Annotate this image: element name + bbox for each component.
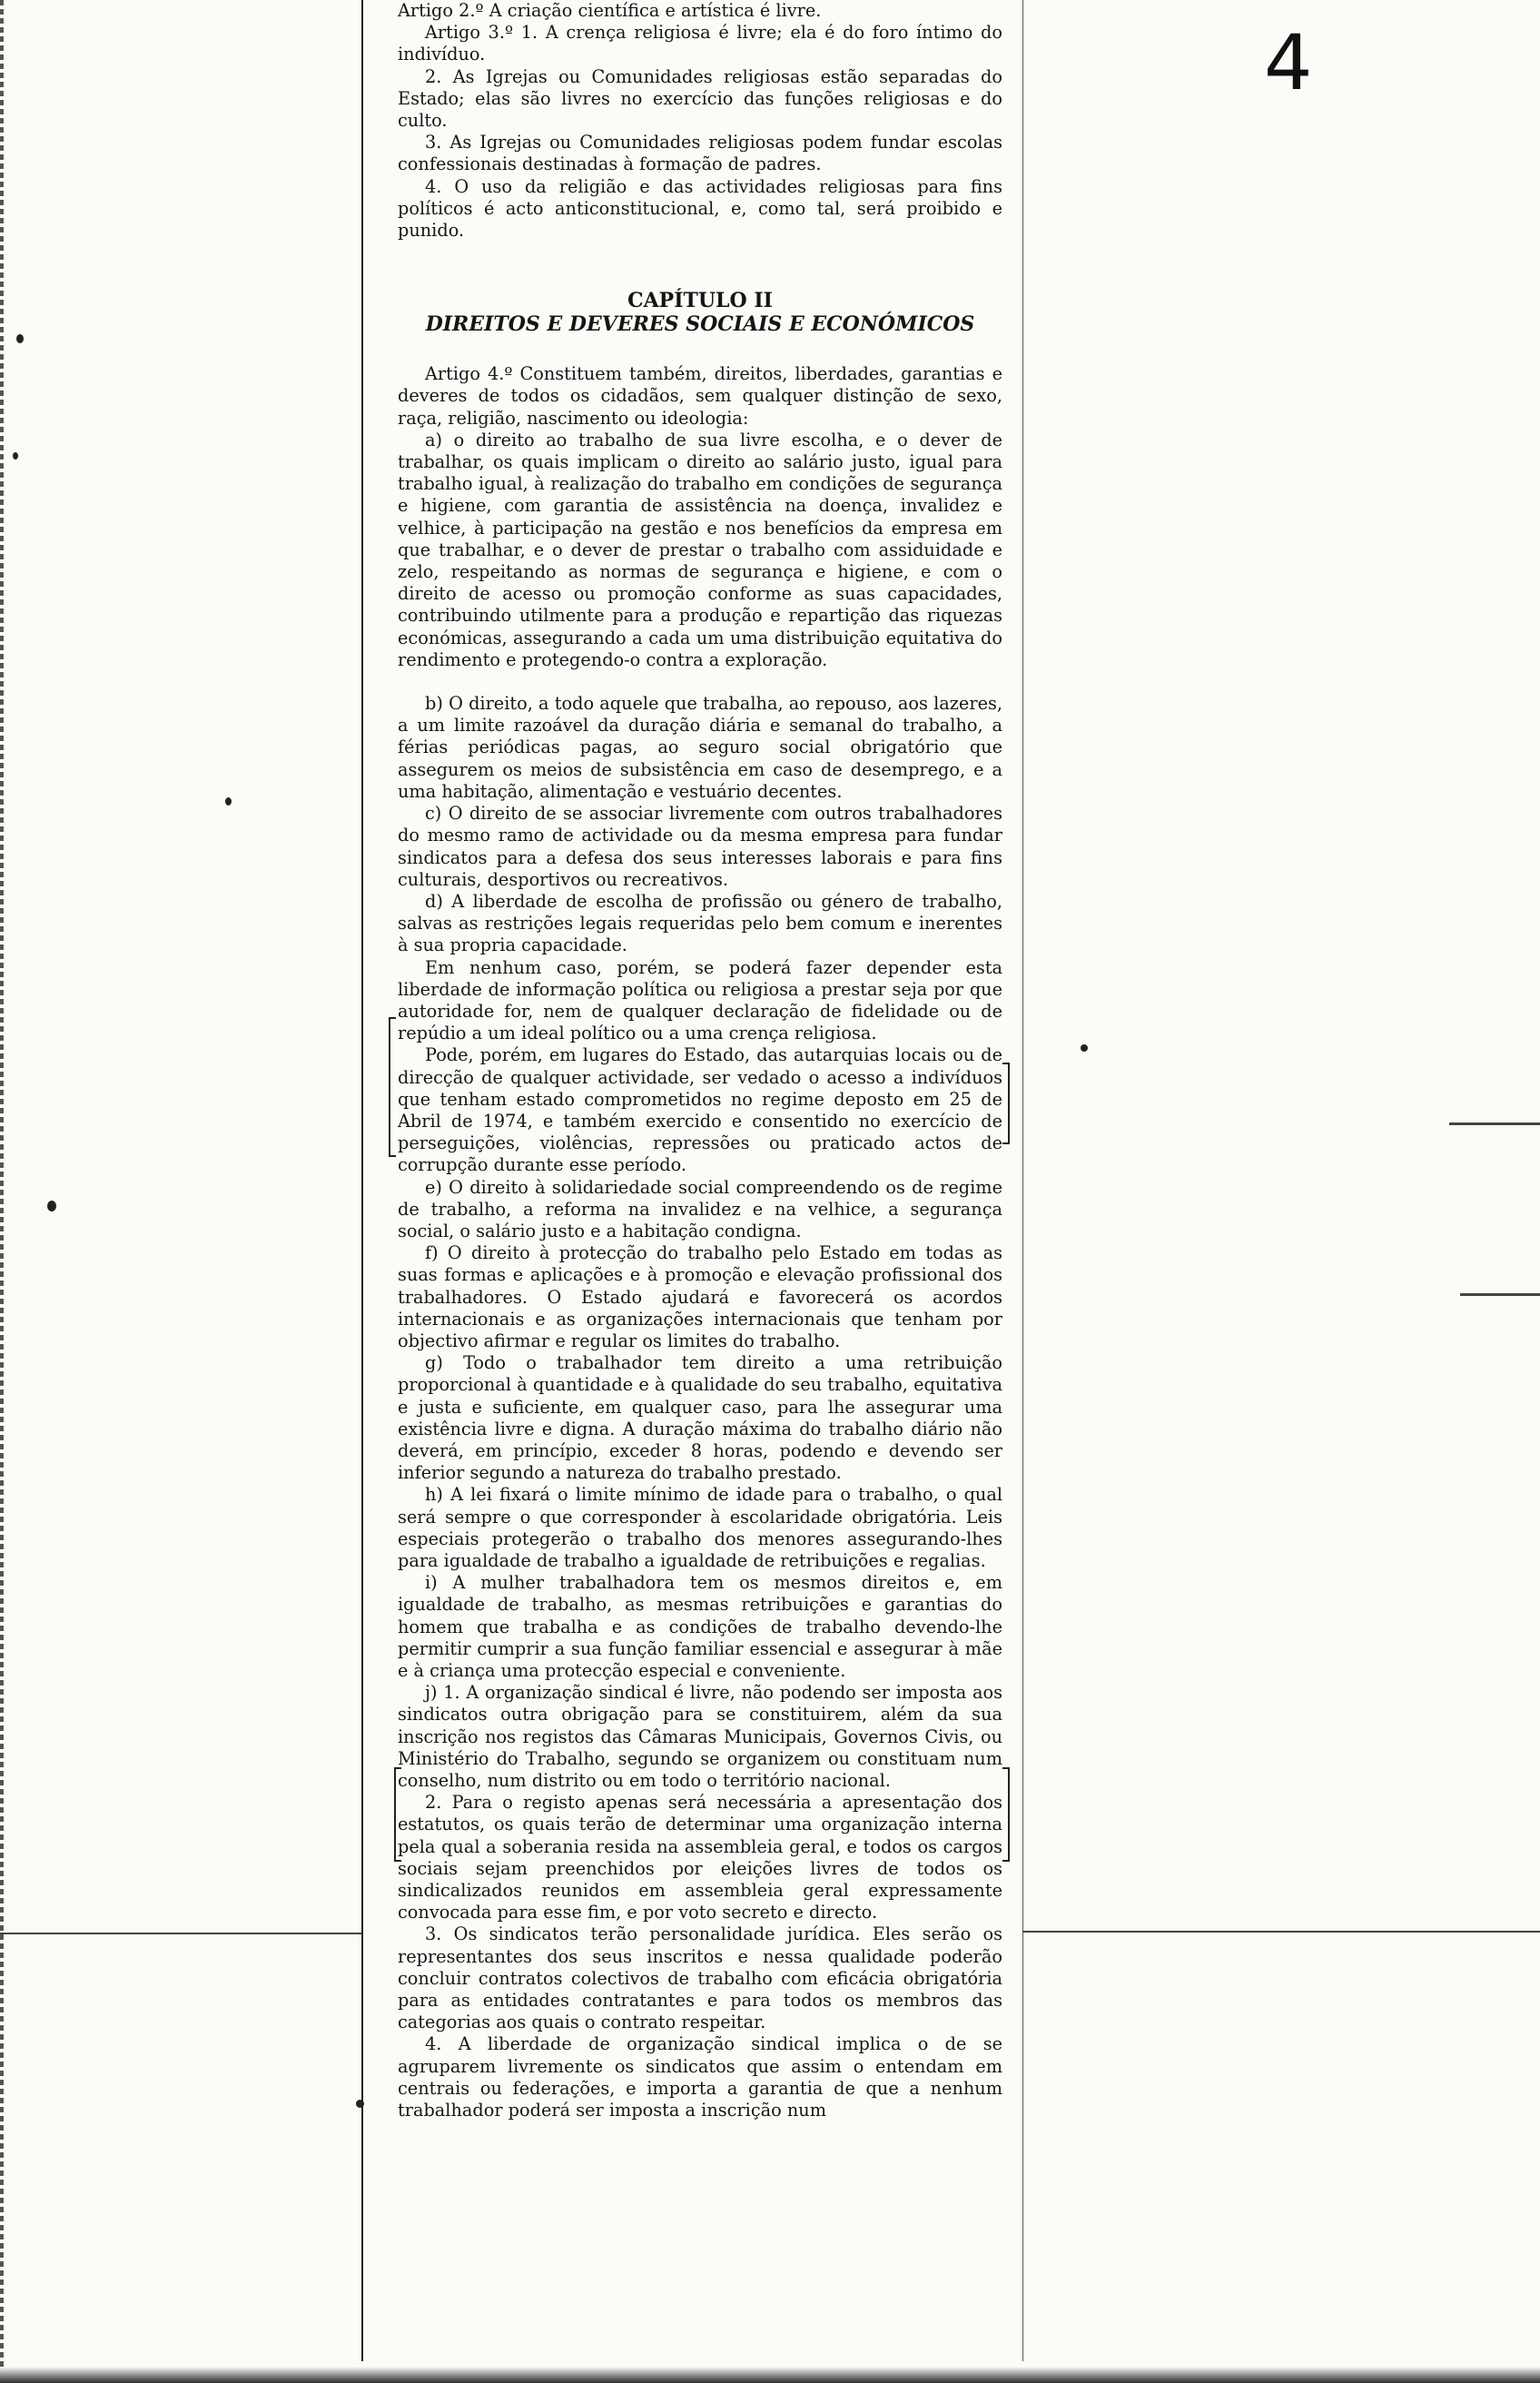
paragraph: Artigo 3.º 1. A crença religiosa é livre; ela é do foro íntimo do indivíduo.: [398, 22, 1002, 65]
paragraph: e) O direito à solidariedade social compreendendo os de regime de trabalho, a reforma na invalidez e na velhice, a segurança social, o salário justo e a habitação condigna.: [398, 1176, 1002, 1241]
scan-speck: [13, 452, 18, 460]
paragraph: 4. A liberdade de organização sindical implica o de se agruparem livremente os sindicatos que assim o entendam em centrais ou federações, e importa a garantia de que a nenhum trabalhador poderá ser imposta a inscrição num: [398, 2033, 1002, 2121]
column-rule-left: [361, 0, 363, 2361]
paragraph: h) A lei fixará o limite mínimo de idade para o trabalho, o qual será sempre o que corresponder à escolaridade obrigatória. Leis especiais protegerão o trabalho dos menores assegurando-lhes para igualdade de trabalho a igualdade de retribuições e regalias.: [398, 1484, 1002, 1571]
chapter-title: DIREITOS E DEVERES SOCIAIS E ECONÓMICOS: [425, 312, 975, 337]
scan-edge-left: [0, 0, 4, 2383]
edge-mark-2: [1460, 1293, 1540, 1296]
scan-speck: [16, 334, 24, 343]
column-rule-right: [1022, 0, 1023, 2361]
margin-rule-right: [1022, 1931, 1540, 1933]
document-column: [398, 0, 1002, 2361]
paragraph: Pode, porém, em lugares do Estado, das autarquias locais ou de direcção de qualquer actividade, ser vedado o acesso a indivíduos que tenham estado comprometidos no regime deposto em 25 de Abril de 1974, e também exercido e consentido no exercício de perseguições, violências, repressões ou praticado actos de corrupção durante esse período.: [398, 1044, 1002, 1176]
paragraph: Artigo 2.º A criação científica e artística é livre.: [398, 0, 822, 21]
paragraph: 2. As Igrejas ou Comunidades religiosas estão separadas do Estado; elas são livres no exercício das funções religiosas e do culto.: [398, 65, 1002, 132]
scan-edge-bottom: [0, 2367, 1540, 2383]
paragraph: a) o direito ao trabalho de sua livre escolha, e o dever de trabalhar, os quais implicam o direito ao salário justo, igual para trabalho igual, à realização do trabalho em condições de segurança e higiene, com garantia de assistência na doença, invalidez e velhice, à participação na gestão e nos benefícios da empresa em que trabalhar, e o dever de prestar o trabalho com assiduidade e zelo, respeitando as normas de segurança e higiene, e com o direito de acesso ou promoção conforme as suas capacidades, contribuindo utilmente para a produção e repartição das riquezas económicas, assegurando a cada um uma distribuição equitativa do rendimento e protegendo-o contra a exploração.: [398, 429, 1002, 670]
margin-rule-left: [0, 1933, 361, 1934]
margin-bracket-4: [1002, 1767, 1010, 1862]
paragraph: g) Todo o trabalhador tem direito a uma retribuição proporcional à quantidade e à qualidade do seu trabalho, equitativa e justa e suficiente, em qualquer caso, para lhe assegurar uma existência livre e digna. A duração máxima do trabalho diário não deverá, em princípio, exceder 8 horas, podendo e devendo ser inferior segundo a natureza do trabalho prestado.: [398, 1352, 1002, 1484]
paragraph: i) A mulher trabalhadora tem os mesmos direitos e, em igualdade de trabalho, as mesmas retribuições e garantias do homem que trabalha e as condições de trabalho devendo-lhe permitir cumprir a sua função familiar essencial e assegurar à mãe e à criança uma protecção especial e conveniente.: [398, 1572, 1002, 1682]
scan-speck: [356, 2100, 364, 2108]
paragraph: 4. O uso da religião e das actividades religiosas para fins políticos é acto anticonstitucional, e, como tal, será proibido e punido.: [398, 175, 1002, 242]
paragraph: Artigo 4.º Constituem também, direitos, liberdades, garantias e deveres de todos os cidadãos, sem qualquer distinção de sexo, raça, religião, nascimento ou ideologia:: [398, 363, 1002, 429]
paragraph: 3. As Igrejas ou Comunidades religiosas podem fundar escolas confessionais destinadas à formação de padres.: [398, 132, 1002, 175]
paragraph: d) A liberdade de escolha de profissão ou género de trabalho, salvas as restrições legais requeridas pelo bem comum e inerentes à sua propria capacidade.: [398, 890, 1002, 956]
paragraph: b) O direito, a todo aquele que trabalha, ao repouso, aos lazeres, a um limite razoável da duração diária e semanal do trabalho, a férias periódicas pagas, ao seguro social obrigatório que assegurem os meios de subsistência em caso de desemprego, e a uma habitação, alimentação e vestuário decentes.: [398, 693, 1002, 802]
page-number: 4: [1264, 18, 1313, 107]
paragraph: 3. Os sindicatos terão personalidade jurídica. Eles serão os representantes dos seus inscritos e nessa qualidade poderão concluir contratos colectivos de trabalho com eficácia obrigatória para as entidades contratantes e para todos os membros das categorias aos quais o contrato respeitar.: [398, 1923, 1002, 2033]
paragraph: f) O direito à protecção do trabalho pelo Estado em todas as suas formas e aplicações e à promoção e elevação profissional dos trabalhadores. O Estado ajudará e favorecerá os acordos internacionais e as organizações internacionais que tenham por objectivo afirmar e regular os limites do trabalho.: [398, 1242, 1002, 1351]
margin-bracket-1: [389, 1017, 396, 1157]
chapter-heading: [398, 289, 1002, 336]
paragraph: j) 1. A organização sindical é livre, não podendo ser imposta aos sindicatos outra obrigação para se constituirem, além da sua inscrição nos registos das Câmaras Municipais, Governos Civis, ou Ministério do Trabalho, segundo se organizem ou constituam num conselho, num distrito ou em todo o território nacional.: [398, 1682, 1002, 1792]
paragraph: Em nenhum caso, porém, se poderá fazer depender esta liberdade de informação política ou religiosa a prestar seja por que autoridade for, nem de qualquer declaração de fidelidade ou de repúdio a um ideal político ou a uma crença religiosa.: [398, 956, 1002, 1044]
paragraph: 2. Para o registo apenas será necessária a apresentação dos estatutos, os quais terão de determinar uma organização interna pela qual a soberania resida na assembleia geral, e todos os cargos sociais sejam preenchidos por eleições livres de todos os sindicalizados reunidos em assembleia geral expressamente convocada para esse fim, e por voto secreto e directo.: [398, 1792, 1002, 1923]
margin-bracket-2: [1002, 1063, 1010, 1144]
paragraph: c) O direito de se associar livremente com outros trabalhadores do mesmo ramo de actividade ou da mesma empresa para fundar sindicatos para a defesa dos seus interesses laborais e para fins culturais, desportivos ou recreativos.: [398, 803, 1002, 890]
scan-speck: [1081, 1044, 1088, 1052]
scan-speck: [225, 797, 232, 806]
scan-speck: [47, 1201, 56, 1211]
edge-mark-1: [1449, 1122, 1540, 1125]
chapter-number: CAPÍTULO II: [627, 289, 773, 313]
